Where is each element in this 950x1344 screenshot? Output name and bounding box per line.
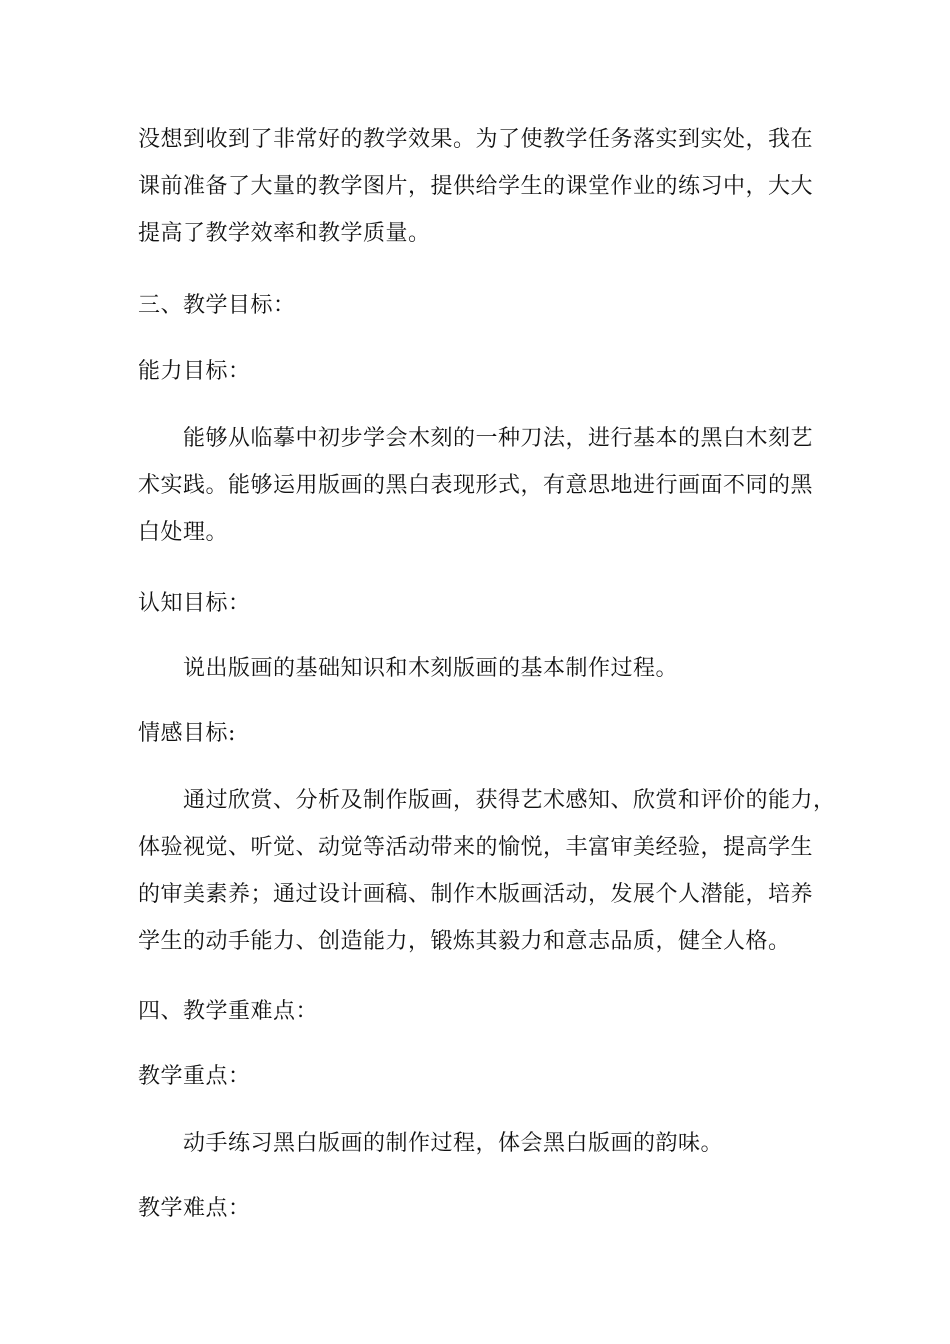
intro-paragraph bbox=[138, 116, 828, 257]
subheading-emotion: 情感目标: bbox=[138, 721, 236, 746]
emotion-paragraph bbox=[138, 777, 836, 965]
subheading-cognitive: 认知目标： bbox=[138, 591, 251, 616]
text-line: 术实践。能够运用版画的黑白表现形式，有意思地进行画面不同的黑 bbox=[138, 473, 814, 498]
subheading-key: 教学重点： bbox=[138, 1064, 251, 1089]
text-line: 能够从临摹中初步学会木刻的一种刀法，进行基本的黑白木刻艺 bbox=[183, 426, 814, 451]
section-heading-objectives: 三、教学目标： bbox=[138, 293, 296, 318]
section-heading-key-difficult: 四、教学重难点： bbox=[138, 999, 319, 1024]
subheading-ability: 能力目标： bbox=[138, 359, 251, 384]
text-line: 白处理。 bbox=[138, 520, 229, 545]
text-line: 通过欣赏、分析及制作版画，获得艺术感知、欣赏和评价的能力， bbox=[183, 788, 836, 813]
text-line: 说出版画的基础知识和木刻版画的基本制作过程。 bbox=[183, 656, 679, 681]
text-line: 提高了教学效率和教学质量。 bbox=[138, 221, 431, 246]
text-line: 学生的动手能力、创造能力，锻炼其毅力和意志品质，健全人格。 bbox=[138, 929, 791, 954]
key-paragraph bbox=[138, 1120, 828, 1167]
text-line: 体验视觉、听觉、动觉等活动带来的愉悦，丰富审美经验，提高学生 bbox=[138, 835, 814, 860]
ability-paragraph bbox=[138, 415, 828, 556]
text-line: 动手练习黑白版画的制作过程，体会黑白版画的韵味。 bbox=[183, 1131, 724, 1156]
subheading-difficult: 教学难点： bbox=[138, 1196, 251, 1221]
text-line: 没想到收到了非常好的教学效果。为了使教学任务落实到实处，我在 bbox=[138, 127, 814, 152]
text-line: 的审美素养；通过设计画稿、制作木版画活动，发展个人潜能，培养 bbox=[138, 882, 814, 907]
text-line: 课前准备了大量的教学图片，提供给学生的课堂作业的练习中，大大 bbox=[138, 174, 814, 199]
cognitive-paragraph bbox=[138, 645, 828, 692]
